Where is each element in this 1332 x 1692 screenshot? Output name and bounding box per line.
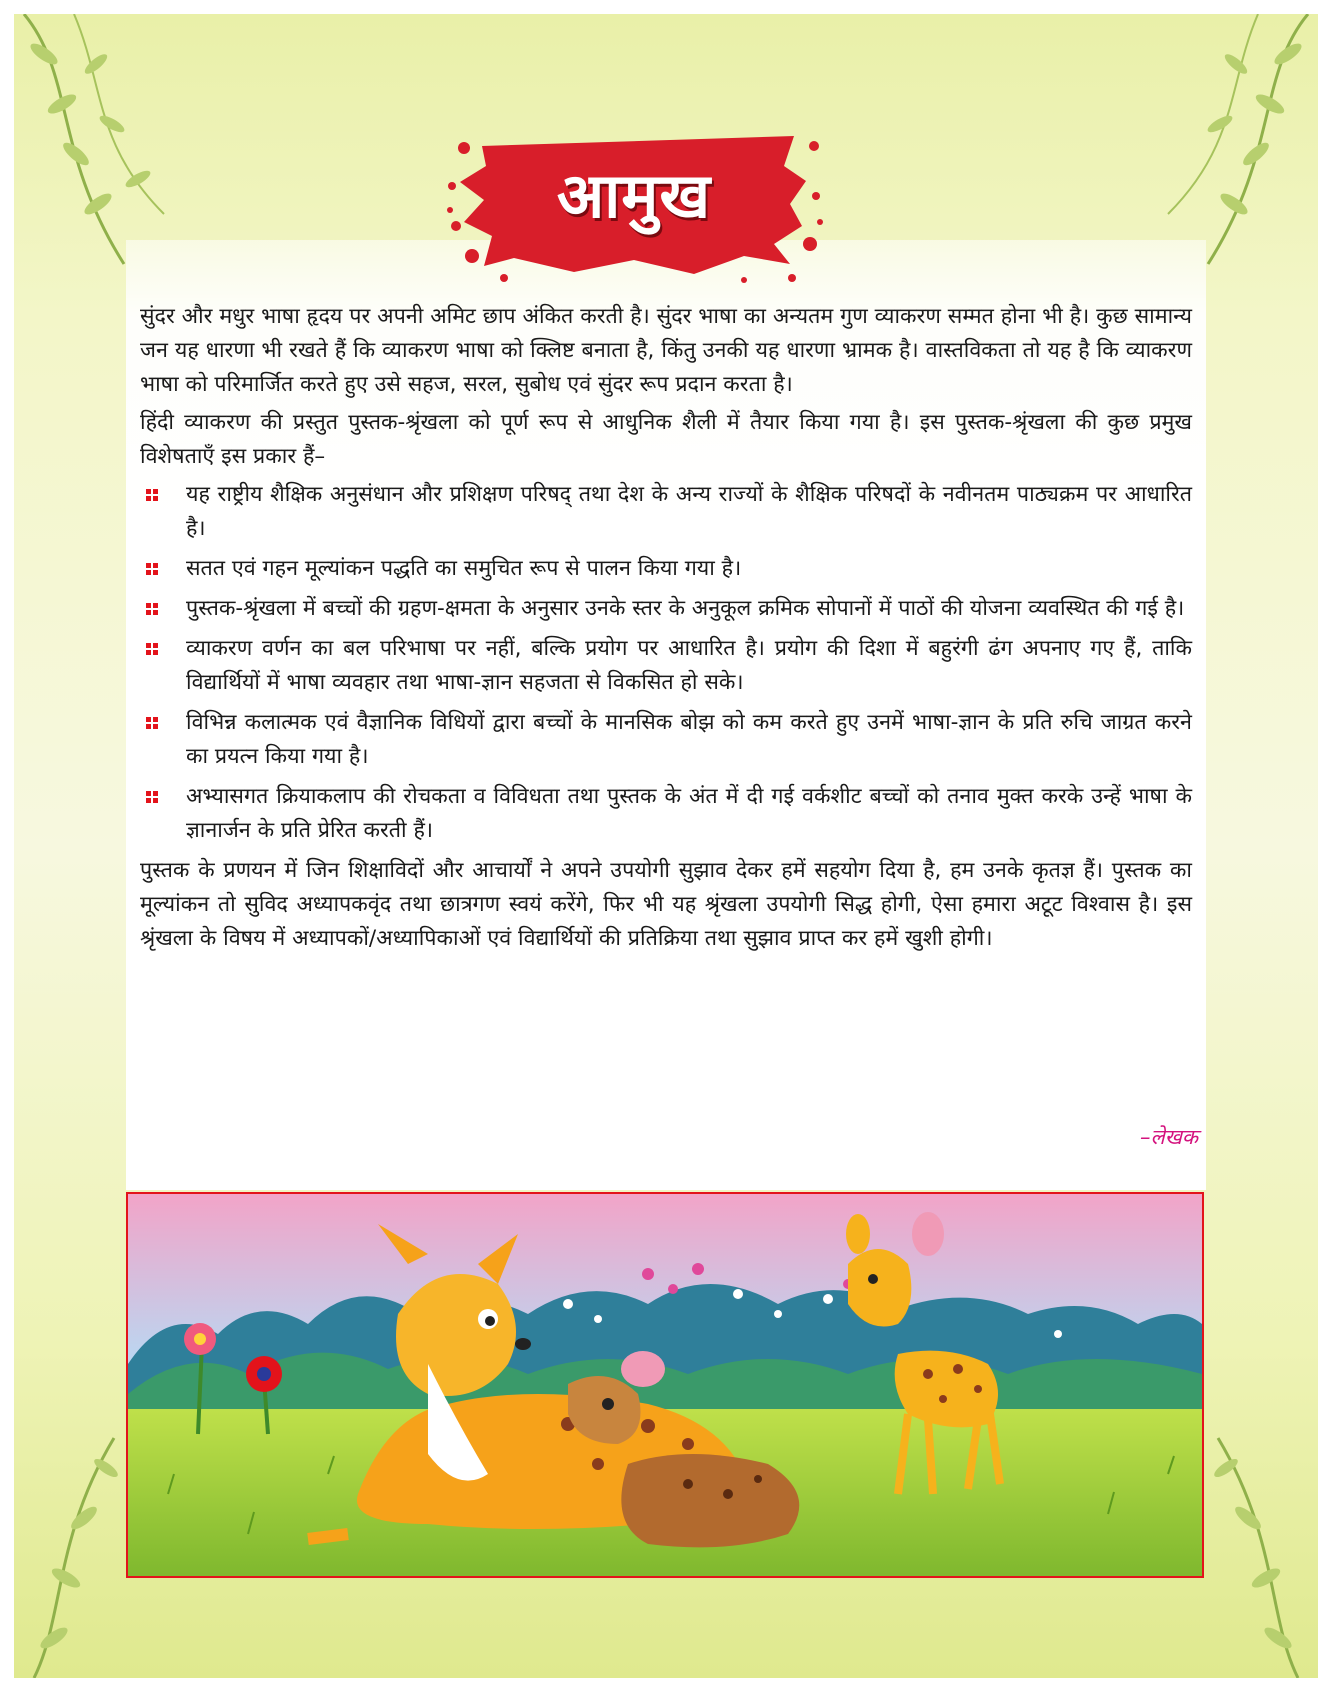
corner-leaves-top-right	[1118, 14, 1318, 274]
feature-text: पुस्तक-श्रृंखला में बच्चों की ग्रहण-क्षमता के अनुसार उनके स्तर के अनुकूल क्रमिक सोपानों में पाठों की योजना व्यवस्थित की गई है।	[186, 596, 1185, 621]
list-item	[140, 632, 1192, 700]
diamond-bullet-icon	[144, 487, 160, 503]
diamond-bullet-icon	[144, 641, 160, 657]
list-item	[140, 552, 1192, 586]
features-intro: हिंदी व्याकरण की प्रस्तुत पुस्तक-श्रृंखला को पूर्ण रूप से आधुनिक शैली में तैयार किया गया है। इस पुस्तक-श्रृंखला की कुछ प्रमुख विशेषताएँ इस प्रकार हैं–	[140, 410, 1192, 469]
features-list	[140, 478, 1192, 848]
list-item	[140, 706, 1192, 774]
deer-scene	[128, 1194, 1202, 1576]
feature-text: सतत एवं गहन मूल्यांकन पद्धति का समुचित रूप से पालन किया गया है।	[186, 556, 742, 581]
feature-text: व्याकरण वर्णन का बल परिभाषा पर नहीं, बल्कि प्रयोग पर आधारित है। प्रयोग की दिशा में बहुरंगी ढंग अपनाए गए हैं, ताकि विद्यार्थियों में भाषा व्यवहार तथा भाषा-ज्ञान सहजता से विकसित हो सके।	[186, 636, 1192, 695]
list-item	[140, 592, 1192, 626]
diamond-bullet-icon	[144, 715, 160, 731]
corner-leaves-top-left	[14, 14, 214, 274]
diamond-bullet-icon	[144, 789, 160, 805]
intro-paragraph: सुंदर और मधुर भाषा हृदय पर अपनी अमिट छाप अंकित करती है। सुंदर भाषा का अन्यतम गुण व्याकरण सम्मत होना भी है। कुछ सामान्य जन यह धारणा भी रखते हैं कि व्याकरण भाषा को क्लिष्ट बनाता है, किंतु उनकी यह धारणा भ्रामक है। वास्तविकता तो यह है कि व्याकरण भाषा को परिमार्जित करते हुए उसे सहज, सरल, सुबोध एवं सुंदर रूप प्रदान करता है।	[140, 304, 1192, 397]
page-title: आमुख	[556, 159, 712, 232]
author-signature: –लेखक	[1139, 1125, 1198, 1149]
title-banner	[444, 126, 824, 286]
feature-text: विभिन्न कलात्मक एवं वैज्ञानिक विधियों द्वारा बच्चों के मानसिक बोझ को कम करते हुए उनमें भाषा-ज्ञान के प्रति रुचि जाग्रत करने का प्रयत्न किया गया है।	[186, 710, 1192, 769]
deer-illustration	[126, 1192, 1204, 1578]
feature-text: यह राष्ट्रीय शैक्षिक अनुसंधान और प्रशिक्षण परिषद् तथा देश के अन्य राज्यों के शैक्षिक परिषदों के नवीनतम पाठ्यक्रम पर आधारित है।	[186, 482, 1192, 541]
list-item	[140, 478, 1192, 546]
closing-paragraph: पुस्तक के प्रणयन में जिन शिक्षाविदों और आचार्यों ने अपने उपयोगी सुझाव देकर हमें सहयोग दिया है, हम उनके कृतज्ञ हैं। पुस्तक का मूल्यांकन तो सुविद अध्यापकवृंद तथा छात्रगण स्वयं करेंगे, फिर भी यह श्रृंखला उपयोगी सिद्ध होगी, ऐसा हमारा अटूट विश्वास है। इस श्रृंखला के विषय में अध्यापकों/अध्यापिकाओं एवं विद्यार्थियों की प्रतिक्रिया तथा सुझाव प्राप्त कर हमें खुशी होगी।	[140, 858, 1192, 951]
feature-text: अभ्यासगत क्रियाकलाप की रोचकता व विविधता तथा पुस्तक के अंत में दी गई वर्कशीट बच्चों को तनाव मुक्त करके उन्हें भाषा के ज्ञानार्जन के प्रति प्रेरित करती हैं।	[186, 784, 1192, 843]
diamond-bullet-icon	[144, 561, 160, 577]
diamond-bullet-icon	[144, 601, 160, 617]
body-text	[140, 300, 1192, 960]
list-item	[140, 780, 1192, 848]
